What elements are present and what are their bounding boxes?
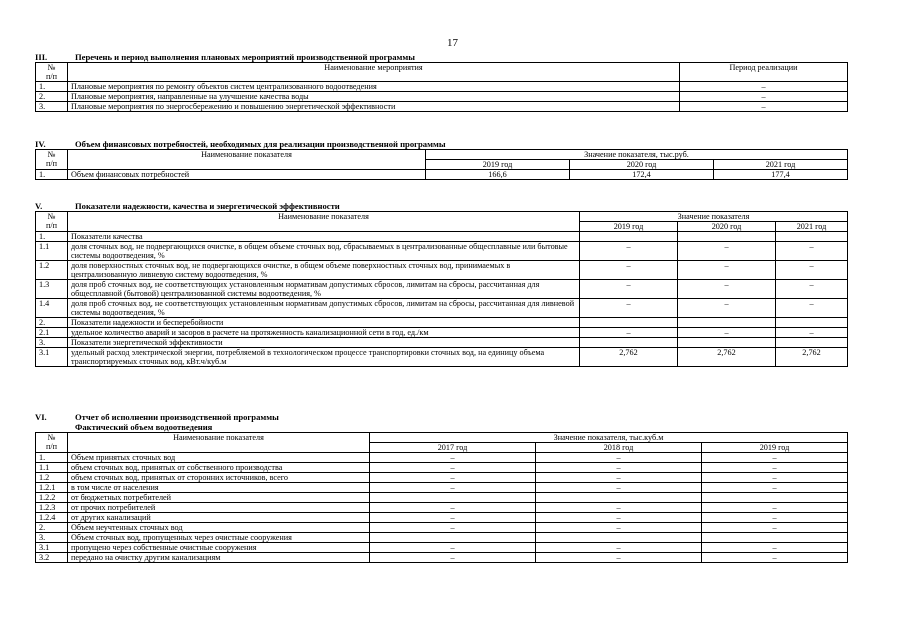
row-name: доля проб сточных вод, не соответствующих установленным нормативам допустимых сбросов, лимитам на сбросы, рассчитанная для ливневой системы водоотведения, % [68,299,580,318]
table-row [36,543,848,553]
table-row [36,299,848,318]
header-year: 2021 год [776,222,848,232]
table-header-row [36,212,848,222]
row-value: 177,4 [714,170,848,180]
row-number: 1.1 [36,463,68,473]
empty-cell [678,318,776,328]
row-value: – [536,513,702,523]
table-row [36,503,848,513]
row-number: 1.3 [36,280,68,299]
row-value: – [370,463,536,473]
section-vi [35,412,847,563]
row-value: – [536,503,702,513]
row-value: 172,4 [570,170,714,180]
table-row [36,523,848,533]
header-no: № п/п [36,212,68,232]
row-value: – [776,328,848,338]
row-value: – [536,463,702,473]
row-number: 3. [36,338,68,348]
header-name: Наименование показателя [68,433,370,453]
section-title: Отчет об исполнении производственной программы [75,412,279,422]
row-name: от других канализаций [68,513,370,523]
table-row [36,102,848,112]
row-value: – [370,503,536,513]
row-name: пропущено через собственные очистные сооружения [68,543,370,553]
planned-measures-table [35,62,848,112]
row-value: – [580,328,678,338]
section-number: III. [35,52,48,62]
row-value: 166,6 [426,170,570,180]
header-no: № п/п [36,150,68,170]
row-name: доля поверхностных сточных вод, не подвергающихся очистке, в общем объеме поверхностных сточных вод, принимаемых в централизованную ливневую систему водоотведения, % [68,261,580,280]
table-row [36,473,848,483]
row-number: 1. [36,82,68,92]
table-header-row [36,150,848,160]
financial-needs-table [35,149,848,180]
header-name: Наименование показателя [68,212,580,232]
header-year: 2017 год [370,443,536,453]
row-value: – [370,543,536,553]
section-title: Показатели надежности, качества и энергетической эффективности [75,201,340,211]
header-year: 2020 год [570,160,714,170]
row-name: Плановые мероприятия по энергосбережению и повышению энергетической эффективности [68,102,680,112]
row-number: 1.2 [36,473,68,483]
row-name: от бюджетных потребителей [68,493,370,503]
row-number: 1.2.4 [36,513,68,523]
section-number: V. [35,201,43,211]
row-value: – [370,523,536,533]
section-vi-title [35,412,847,422]
row-number: 1. [36,453,68,463]
row-value: – [702,513,848,523]
row-value: 2,762 [580,348,678,367]
row-number: 1.1 [36,242,68,261]
table-row [36,553,848,563]
row-value: – [702,473,848,483]
row-number: 1.2 [36,261,68,280]
row-number: 2.1 [36,328,68,338]
row-value [702,533,848,543]
header-value: Значение показателя [580,212,848,222]
row-value: – [678,280,776,299]
row-value: – [370,483,536,493]
row-name: от прочих потребителей [68,503,370,513]
table-row [36,82,848,92]
empty-cell [678,232,776,242]
section-iii [35,52,847,112]
row-value: – [370,473,536,483]
header-no: № п/п [36,433,68,453]
table-row [36,493,848,503]
row-number: 1. [36,170,68,180]
row-value: – [702,553,848,563]
row-value: – [776,261,848,280]
row-value: – [678,299,776,318]
row-name: Объем сточных вод, пропущенных через очистные сооружения [68,533,370,543]
table-row [36,261,848,280]
row-name: Объем неучтенных сточных вод [68,523,370,533]
row-value: – [580,299,678,318]
header-year: 2019 год [426,160,570,170]
section-v [35,201,847,367]
header-year: 2019 год [580,222,678,232]
section-iii-title [35,52,847,62]
table-row [36,318,848,328]
row-name: удельный расход электрической энергии, потребляемой в технологическом процессе транспортировки сточных вод, на единицу объема транспортируемых сточных вод, кВт.ч/куб.м [68,348,580,367]
table-header-row [36,433,848,443]
row-name: доля сточных вод, не подвергающихся очистке, в общем объеме сточных вод, сбрасываемых в централизованные общесплавные или бытовые системы водоотведения, % [68,242,580,261]
row-number: 1.2.1 [36,483,68,493]
row-number: 3. [36,533,68,543]
row-value: – [580,242,678,261]
empty-cell [580,318,678,328]
row-number: 1.4 [36,299,68,318]
group-heading: Показатели качества [68,232,580,242]
row-period: – [680,82,848,92]
empty-cell [776,232,848,242]
table-row [36,280,848,299]
table-row [36,170,848,180]
table-row [36,453,848,463]
table-row [36,338,848,348]
section-title: Перечень и период выполнения плановых мероприятий производственной программы [75,52,415,62]
row-number: 1.2.3 [36,503,68,513]
header-no: № п/п [36,63,68,82]
table-row [36,513,848,523]
section-iv [35,139,847,180]
row-value: – [702,503,848,513]
table-row [36,92,848,102]
header-year: 2021 год [714,160,848,170]
row-value [536,493,702,503]
row-value: – [702,543,848,553]
table-row [36,463,848,473]
row-value: – [536,483,702,493]
row-value [370,533,536,543]
row-number: 3.1 [36,543,68,553]
row-name: доля проб сточных вод, не соответствующих установленным нормативам допустимых сбросов, лимитам на сбросы, рассчитанная для общесплавной (бытовой) централизованной системы водоотведения, % [68,280,580,299]
table-row [36,232,848,242]
row-value: – [678,242,776,261]
row-name: объем сточных вод, принятых от сторонних источников, всего [68,473,370,483]
row-value: – [702,453,848,463]
row-number: 3. [36,102,68,112]
row-value: – [536,523,702,533]
row-value: – [702,483,848,493]
row-value: – [678,261,776,280]
header-name: Наименование мероприятия [68,63,680,82]
section-number: IV. [35,139,46,149]
row-value: – [370,453,536,463]
row-value: – [702,523,848,533]
row-value: 2,762 [678,348,776,367]
empty-cell [580,338,678,348]
row-value: – [370,553,536,563]
header-year: 2019 год [702,443,848,453]
row-number: 2. [36,318,68,328]
row-name: удельное количество аварий и засоров в расчете на протяженность канализационной сети в год, ед./км [68,328,580,338]
row-value: – [580,261,678,280]
row-number: 2. [36,523,68,533]
row-name: Объем принятых сточных вод [68,453,370,463]
row-value: – [580,280,678,299]
row-name: объем сточных вод, принятых от собственного производства [68,463,370,473]
row-number: 3.2 [36,553,68,563]
row-value [370,493,536,503]
group-heading: Показатели энергетической эффективности [68,338,580,348]
row-value: – [536,453,702,463]
row-number: 3.1 [36,348,68,367]
row-value: – [536,543,702,553]
row-value [536,533,702,543]
header-value: Значение показателя, тыс.куб.м [370,433,848,443]
header-name: Наименование показателя [68,150,426,170]
table-row [36,328,848,338]
table-row [36,242,848,261]
row-number: 1. [36,232,68,242]
report-table [35,432,848,563]
row-name: Плановые мероприятия, направленные на улучшение качества воды [68,92,680,102]
section-v-title [35,201,847,211]
section-subtitle: Фактический объем водоотведения [75,422,213,432]
row-value: – [776,299,848,318]
header-year: 2020 год [678,222,776,232]
row-name: передано на очистку другим канализациям [68,553,370,563]
row-value: – [678,328,776,338]
row-value: – [536,473,702,483]
table-row [36,348,848,367]
table-row [36,533,848,543]
table-header-row [36,63,848,82]
header-period: Период реализации [680,63,848,82]
section-title: Объем финансовых потребностей, необходимых для реализации производственной программы [75,139,446,149]
empty-cell [776,318,848,328]
row-value: – [536,553,702,563]
row-number: 1.2.2 [36,493,68,503]
header-value: Значение показателя, тыс.руб. [426,150,848,160]
row-name: Плановые мероприятия по ремонту объектов систем централизованного водоотведения [68,82,680,92]
row-number: 2. [36,92,68,102]
section-iv-title [35,139,847,149]
page-number: 17 [447,37,458,49]
empty-cell [678,338,776,348]
row-name: Объем финансовых потребностей [68,170,426,180]
row-value: 2,762 [776,348,848,367]
empty-cell [776,338,848,348]
header-year: 2018 год [536,443,702,453]
row-value: – [370,513,536,523]
row-value: – [702,463,848,473]
row-value: – [776,280,848,299]
group-heading: Показатели надежности и бесперебойности [68,318,580,328]
row-period: – [680,102,848,112]
empty-cell [580,232,678,242]
row-period: – [680,92,848,102]
section-number: VI. [35,412,47,422]
row-value [702,493,848,503]
row-name: в том числе от населения [68,483,370,493]
table-row [36,483,848,493]
indicators-table [35,211,848,367]
row-value: – [776,242,848,261]
